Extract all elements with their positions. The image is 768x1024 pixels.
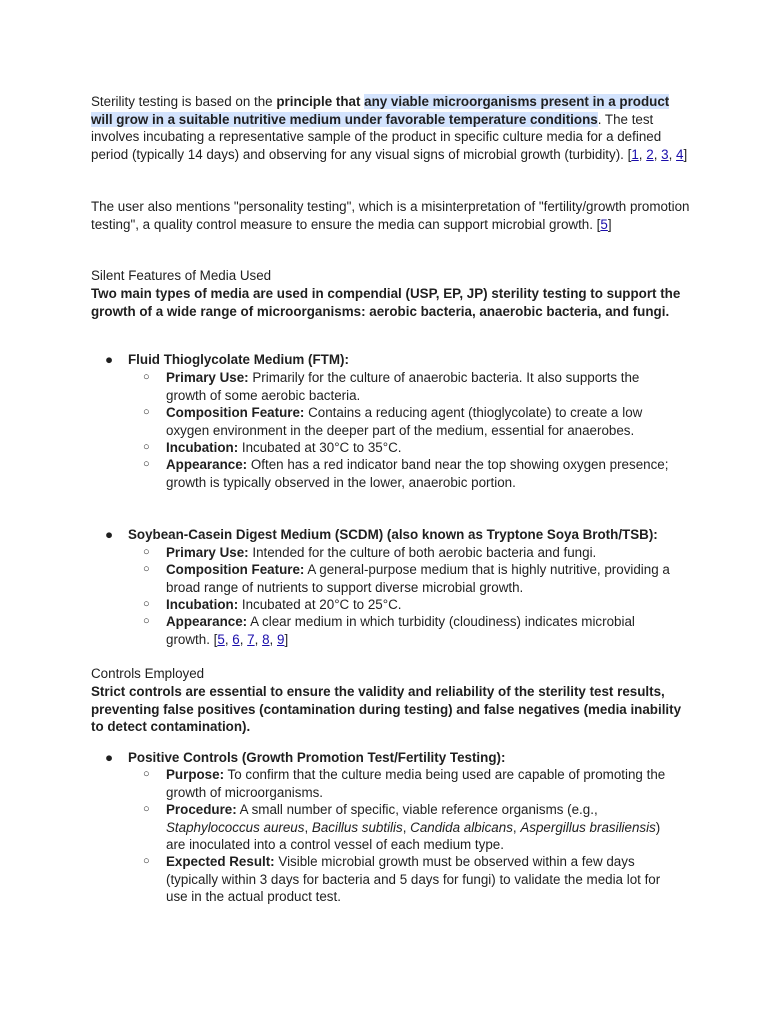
bullet-icon: ●	[105, 527, 114, 542]
principle-bold: principle that	[276, 94, 365, 109]
sub-bullet-icon: ○	[143, 458, 150, 470]
sub-bullet-icon: ○	[143, 563, 150, 575]
ref-link[interactable]: 3	[661, 146, 669, 162]
item-text: A general-purpose medium that is highly nutritive, providing a broad range of nutrients to support diverse microbial growth.	[166, 562, 670, 595]
sub-item-text	[166, 853, 681, 906]
sub-item-text	[166, 439, 681, 457]
item-text: To confirm that the culture media being used are capable of promoting the growth of microorganisms.	[166, 767, 666, 800]
sub-bullet-icon: ○	[143, 855, 150, 867]
item-label: Composition Feature:	[166, 562, 305, 577]
organism-name: Staphylococcus aureus	[166, 819, 305, 835]
item-text: Incubated at 30°C to 35°C.	[238, 440, 402, 455]
item-label: Incubation:	[166, 597, 239, 612]
item-label: Primary Use:	[166, 545, 249, 560]
separator: ,	[402, 819, 411, 835]
separator: ,	[304, 819, 312, 835]
item-label: Primary Use:	[166, 370, 249, 385]
item-text: A small number of specific, viable reference organisms (e.g.,	[236, 802, 598, 817]
bracket: ]	[607, 216, 612, 232]
sub-bullet-icon: ○	[143, 803, 150, 815]
bracket: ]	[284, 631, 289, 647]
item-label: Purpose:	[166, 767, 225, 782]
ref-link[interactable]: 1	[631, 146, 639, 162]
separator: ,	[512, 819, 521, 835]
user-note-paragraph	[91, 198, 691, 233]
sub-bullet-icon: ○	[143, 768, 150, 780]
bullet-icon: ●	[105, 750, 114, 765]
sub-item-text	[166, 596, 681, 614]
media-section-heading: Silent Features of Media Used	[91, 268, 272, 283]
item-text: Contains a reducing agent (thioglycolate) to create a low oxygen environment in the deeper part of the medium, essential for anaerobes.	[166, 405, 643, 438]
media-summary-bold: Two main types of media are used in compendial (USP, EP, JP) sterility testing to support the growth of a wide range of microorganisms: aerobic bacteria, anaerobic bacteria, and fungi.	[91, 286, 681, 319]
ref-link[interactable]: 7	[247, 631, 255, 647]
item-text: Incubated at 20°C to 25°C.	[238, 597, 402, 612]
ref-link[interactable]: 2	[646, 146, 654, 162]
bullet-icon: ●	[105, 352, 114, 367]
highlighted-principle: any viable microorganisms present in a product will grow in a suitable nutritive medium under favorable temperature conditions	[91, 94, 670, 127]
ref-link[interactable]: 6	[232, 631, 240, 647]
item-label: Appearance:	[166, 614, 248, 629]
sub-bullet-icon: ○	[143, 406, 150, 418]
ref-link[interactable]: 9	[276, 631, 285, 647]
item-text: Often has a red indicator band near the top showing oxygen presence; growth is typically observed in the lower, anaerobic portion.	[166, 457, 669, 490]
controls-section-heading: Controls Employed	[91, 666, 205, 681]
item-label: Composition Feature:	[166, 405, 305, 420]
sub-bullet-icon: ○	[143, 598, 150, 610]
sub-item-text	[166, 404, 681, 439]
item-text: A clear medium in which turbidity (cloudiness) indicates microbial growth. [	[166, 614, 635, 647]
organism-name: Candida albicans	[410, 819, 513, 835]
intro-paragraph: Sterility testing is based on the principle that any viable microorganisms present in a product will grow in a suitable nutritive medium under favorable temperature conditions. The test involves incubating a representative sample of the product in specific culture media for a defined period (typically 14 days) and observing for any visual signs of microbial growth (turbidity). [1, 2, 3, 4]	[91, 94, 688, 162]
item-text: ) are inoculated into a control vessel of each medium type.	[166, 819, 661, 852]
item-label: Incubation:	[166, 440, 239, 455]
sub-item-text	[166, 801, 681, 854]
item-text: Primarily for the culture of anaerobic bacteria. It also supports the growth of some aerobic bacteria.	[166, 370, 640, 403]
sub-item-text	[166, 369, 681, 404]
sub-item-text	[166, 766, 681, 801]
scdm-title: Soybean-Casein Digest Medium (SCDM) (also known as Tryptone Soya Broth/TSB):	[128, 527, 658, 542]
sub-bullet-icon: ○	[143, 371, 150, 383]
sub-item-text: Appearance: A clear medium in which turbidity (cloudiness) indicates microbial growth. [5, 6, 7, 8, 9]	[166, 614, 635, 647]
bracket: ]	[683, 146, 688, 162]
ref-link[interactable]: 5	[600, 216, 608, 232]
ftm-title: Fluid Thioglycolate Medium (FTM):	[128, 352, 349, 367]
item-text: Visible microbial growth must be observed within a few days (typically within 3 days for bacteria and 5 days for fungi) to validate the media lot for use in the actual product test.	[166, 854, 661, 904]
user-note-text: The user also mentions "personality testing", which is a misinterpretation of "fertility/growth promotion testing", a quality control measure to ensure the media can support microbial growth. [	[91, 199, 690, 232]
intro-text-end: . The test involves incubating a representative sample of the product in specific culture media for a defined period (typically 14 days) and observing for any visual signs of microbial growth (turbidity). [	[91, 111, 662, 162]
ref-link[interactable]: 4	[676, 146, 684, 162]
sub-item-text	[166, 456, 681, 491]
ref-link[interactable]: 5	[217, 631, 225, 647]
organism-name: Aspergillus brasiliensis	[520, 819, 656, 835]
organism-name: Bacillus subtilis	[311, 819, 403, 835]
sub-item-text	[166, 544, 681, 562]
item-label: Procedure:	[166, 802, 237, 817]
controls-summary-bold: Strict controls are essential to ensure the validity and reliability of the sterility test results, preventing false positives (contamination during testing) and false negatives (media inability to detect contamination).	[91, 684, 682, 734]
ref-link[interactable]: 8	[262, 631, 270, 647]
positive-controls-title: Positive Controls (Growth Promotion Test/Fertility Testing):	[128, 750, 506, 765]
item-text: Intended for the culture of both aerobic bacteria and fungi.	[248, 545, 597, 560]
sub-bullet-icon: ○	[143, 546, 150, 558]
intro-text: Sterility testing is based on the	[91, 94, 277, 109]
controls-section-summary	[91, 683, 691, 736]
item-label: Expected Result:	[166, 854, 275, 869]
sub-item-text	[166, 561, 681, 596]
media-section-summary	[91, 285, 691, 320]
sub-bullet-icon: ○	[143, 615, 150, 627]
item-label: Appearance:	[166, 457, 248, 472]
sub-bullet-icon: ○	[143, 441, 150, 453]
